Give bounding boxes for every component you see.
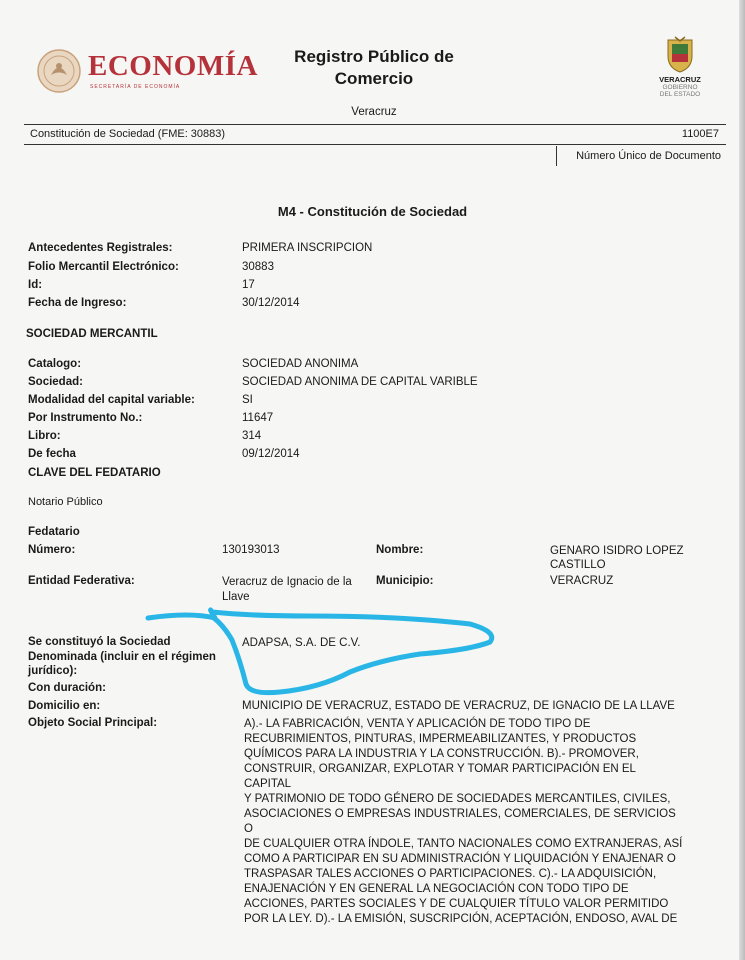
municipio-label: Municipio: [376,575,434,587]
objeto-line: A).- LA FABRICACIÓN, VENTA Y APLICACIÓN DE TODO TIPO DE [244,718,591,730]
objeto-line: DE CUALQUIER OTRA ÍNDOLE, TANTO NACIONALES COMO EXTRANJERAS, ASÍ [244,838,683,850]
folio-value: 30883 [242,261,274,273]
entidad-line-1: Veracruz de Ignacio de la [222,576,352,588]
objeto-line: TRASPASAR TALES ACCIONES O PARTICIPACIONES. C).- LA ADQUISICIÓN, [244,868,657,880]
mexico-seal-icon [36,48,82,94]
veracruz-seal [650,36,710,108]
municipio-value: VERACRUZ [550,575,614,587]
veracruz-shield-icon [665,36,695,74]
folio-label: Folio Mercantil Electrónico: [28,261,179,273]
seal-line-1: VERACRUZ [659,75,701,84]
doc-bar-right: 1100E7 [681,128,719,140]
seal-line-3: DEL ESTADO [659,91,701,98]
fedatario-tipo: Notario Público [28,496,103,508]
instrumento-label: Por Instrumento No.: [28,412,143,424]
fecha-ingreso-label: Fecha de Ingreso: [28,297,127,309]
domicilio-label: Domicilio en: [28,700,101,712]
nud-label: Número Único de Documento [576,150,721,162]
numero-label: Número: [28,544,76,556]
entidad-line-2: Llave [222,591,250,603]
objeto-line: ENAJENACIÓN Y EN GENERAL LA NEGOCIACIÓN CON TODO TIPO DE [244,883,629,895]
doc-bar-top-rule [24,124,726,125]
modalidad-label: Modalidad del capital variable: [28,394,195,406]
libro-value: 314 [242,430,262,442]
objeto-line: Y PATRIMONIO DE TODO GÉNERO DE SOCIEDADES MERCANTILES, CIVILES, [244,793,671,805]
antecedentes-label: Antecedentes Registrales: [28,242,173,254]
state-label: Veracruz [351,106,397,118]
objeto-line: ASOCIACIONES O EMPRESAS INDUSTRIALES, COMERCIALES, DE SERVICIOS O [244,808,676,835]
sociedad-heading: SOCIEDAD MERCANTIL [26,328,158,340]
objeto-line: QUÍMICOS PARA LA INDUSTRIA Y LA CONSTRUCCIÓN. B).- PROMOVER, [244,748,639,760]
fecha-ingreso-value: 30/12/2014 [242,297,300,309]
seal-line-2: GOBIERNO [662,84,698,91]
catalogo-label: Catalogo: [28,358,82,370]
logo-word: ECONOMÍA [88,50,258,82]
sociedad-value: SOCIEDAD ANONIMA DE CAPITAL VARIBLE [242,376,478,388]
fedatario-heading: Fedatario [28,526,80,538]
numero-value: 130193013 [222,544,280,556]
denominacion-line-3: jurídico): [28,665,78,677]
de-fecha-value: 09/12/2014 [242,448,300,460]
nombre-line-2: CASTILLO [550,559,606,571]
title-line-1: Registro Público de [294,47,454,66]
domicilio-value: MUNICIPIO DE VERACRUZ, ESTADO DE VERACRUZ, DE IGNACIO DE LA LLAVE [242,700,675,712]
title-line-2: Comercio [334,69,414,88]
objeto-line: CONSTRUIR, ORGANIZAR, EXPLOTAR Y TOMAR PARTICIPACIÓN EN EL CAPITAL [244,763,636,790]
catalogo-value: SOCIEDAD ANONIMA [242,358,359,370]
modalidad-value: SI [242,394,253,406]
objeto-line: RECUBRIMIENTOS, PINTURAS, IMPERMEABILIZANTES, Y PRODUCTOS [244,733,637,745]
instrumento-value: 11647 [242,412,274,424]
denominacion-line-2: Denominada (incluir en el régimen [28,650,216,663]
form-title: M4 - Constitución de Sociedad [277,204,468,219]
sociedad-label: Sociedad: [28,376,83,388]
page-edge-shadow [739,0,745,960]
nombre-value [550,544,684,572]
denominacion-value: ADAPSA, S.A. DE C.V. [242,637,361,649]
id-label: Id: [28,279,43,291]
de-fecha-label: De fecha [28,448,76,460]
libro-label: Libro: [28,430,61,442]
page-title [264,46,484,90]
duracion-label: Con duración: [28,682,106,694]
objeto-line: COMO A PARTICIPAR EN SU ADMINISTRACIÓN Y LIQUIDACIÓN Y ENAJENAR O [244,853,676,865]
economia-logo [36,48,258,98]
entidad-value [222,575,352,605]
objeto-line: POR LA LEY. D).- LA EMISIÓN, SUSCRIPCIÓN, ACEPTACIÓN, ENDOSO, AVAL DE [244,913,678,925]
denominacion-label [28,635,216,679]
nombre-line-1: GENARO ISIDRO LOPEZ [550,545,684,557]
entidad-label: Entidad Federativa: [28,575,135,587]
nombre-label: Nombre: [376,544,424,556]
clave-fedatario-heading: CLAVE DEL FEDATARIO [28,467,161,479]
objeto-line: ACCIONES, PARTES SOCIALES Y DE CUALQUIER TÍTULO VALOR PERMITIDO [244,898,669,910]
doc-bar-left: Constitución de Sociedad (FME: 30883) [30,128,226,140]
logo-subtitle: SECRETARÍA DE ECONOMÍA [90,84,181,90]
objeto-label: Objeto Social Principal: [28,717,158,729]
nud-rule [556,146,557,166]
antecedentes-value: PRIMERA INSCRIPCION [242,242,373,254]
id-value: 17 [242,279,255,291]
denominacion-line-1: Se constituyó la Sociedad [28,636,171,648]
doc-bar-bottom-rule [24,144,726,145]
objeto-text [244,717,684,927]
